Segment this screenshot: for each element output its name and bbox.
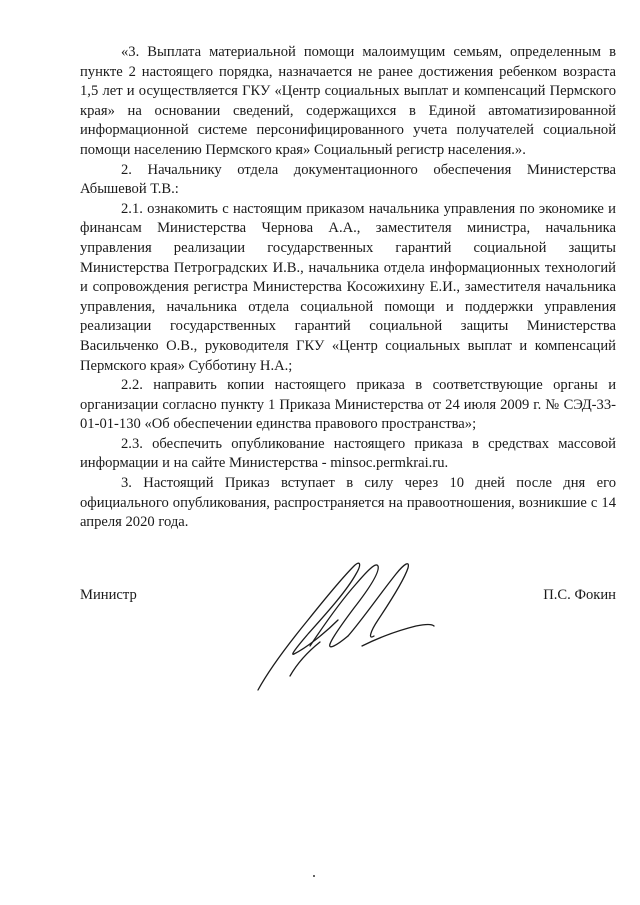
signatory-name: П.С. Фокин [543, 587, 616, 603]
paragraph-item-2-1: 2.1. ознакомить с настоящим приказом начальника управления по экономике и финансам Министерства Чернова А.А., заместителя министра, начальника управления реализации государственных гарантий социальной защиты Министерства Петроградских И.В., начальника отдела информационных технологий и сопровождения регистра Министерства Косожихину Е.И., заместителя начальника управления, начальника отдела социальной помощи и поддержки управления реализации государственных гарантий социальной защиты Министерства Васильченко О.В., руководителя ГКУ «Центр социальных выплат и компенсаций Пермского края» Субботину Н.А.; [80, 200, 616, 374]
handwritten-signature [250, 550, 440, 695]
document-body [80, 43, 616, 533]
paragraph-item-2-3: 2.3. обеспечить опубликование настоящего приказа в средствах массовой информации и на сайте Министерства - minsoc.permkrai.ru. [80, 435, 616, 472]
paragraph-item-2-2: 2.2. направить копии настоящего приказа в соответствующие органы и организации согласно пункту 1 Приказа Министерства от 24 июля 2009 г. № СЭД-33-01-01-130 «Об обеспечении единства правового пространства»; [80, 377, 616, 433]
stray-dot-mark [313, 875, 315, 877]
paragraph-item-3: 3. Настоящий Приказ вступает в силу через 10 дней после дня его официального опубликования, распространяется на правоотношения, возникшие с 14 апреля 2020 года. [80, 475, 616, 531]
paragraph-item-2: 2. Начальнику отдела документационного обеспечения Министерства Абышевой Т.В.: [80, 161, 616, 198]
signatory-position: Министр [80, 587, 137, 603]
paragraph-clause-3-amendment: «3. Выплата материальной помощи малоимущим семьям, определенным в пункте 2 настоящего порядка, назначается не ранее достижения ребенком возраста 1,5 лет и осуществляется ГКУ «Центр социальных выплат и компенсаций Пермского края» на основании сведений, содержащихся в Единой автоматизированной информационной системе персонифицированного учета получателей социальной помощи населению Пермского края» Социальный регистр населения.». [80, 44, 616, 158]
